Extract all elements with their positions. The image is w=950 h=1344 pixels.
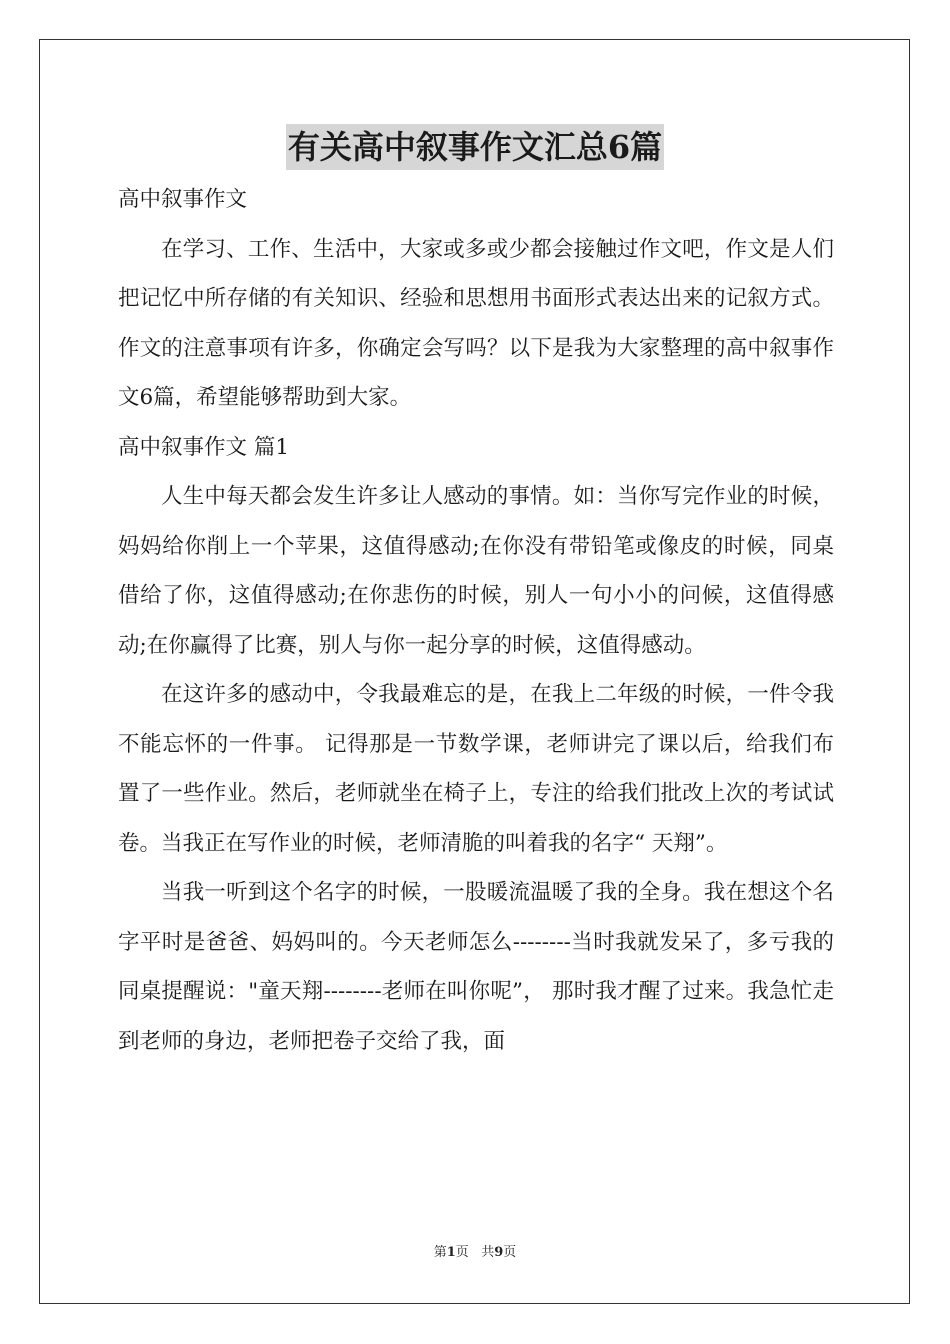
page-suffix: 页 xyxy=(455,1245,469,1260)
paragraph: 高中叙事作文 xyxy=(118,187,248,212)
page-prefix: 第 xyxy=(433,1245,447,1260)
paragraph: 在这许多的感动中，令我最难忘的是，在我上二年级的时候，一件令我不能忘怀的一件事。 记得那是一节数学课，老师讲完了课以后，给我们布置了一些作业。然后，老师就坐在椅子上，专注的给我们批改上次的考试试卷。当我正在写作业的时候，老师清脆的叫着我的名字“ 天翔”。 xyxy=(118,682,834,856)
page-total: 9 xyxy=(494,1245,504,1260)
page-footer xyxy=(0,1243,950,1263)
title-area xyxy=(0,124,950,170)
paragraph: 高中叙事作文 篇1 xyxy=(118,434,290,460)
paragraph: 在学习、工作、生活中，大家或多或少都会接触过作文吧，作文是人们把记忆中所存储的有关知识、经验和思想用书面形式表达出来的记叙方式。作文的注意事项有许多，你确定会写吗？以下是我为大家整理的高中叙事作文6篇，希望能够帮助到大家。 xyxy=(118,236,834,410)
paragraph: 当我一听到这个名字的时候，一股暖流温暖了我的全身。我在想这个名字平时是爸爸、妈妈叫的。今天老师怎么--------当时我就发呆了，多亏我的同桌提醒说："童天翔--------老师在叫你呢”， 那时我才醒了过来。我急忙走到老师的身边，老师把卷子交给了我，面 xyxy=(118,880,834,1054)
page-current: 1 xyxy=(446,1245,456,1260)
total-suffix: 页 xyxy=(503,1245,517,1260)
total-prefix: 共 xyxy=(481,1245,495,1260)
document-body xyxy=(118,175,834,1066)
document-title: 有关高中叙事作文汇总6篇 xyxy=(286,124,664,170)
paragraph: 人生中每天都会发生许多让人感动的事情。如：当你写完作业的时候，妈妈给你削上一个苹果，这值得感动;在你没有带铅笔或像皮的时候，同桌借给了你，这值得感动;在你悲伤的时候，别人一句小小的问候，这值得感动;在你赢得了比赛，别人与你一起分享的时候，这值得感动。 xyxy=(118,484,834,658)
